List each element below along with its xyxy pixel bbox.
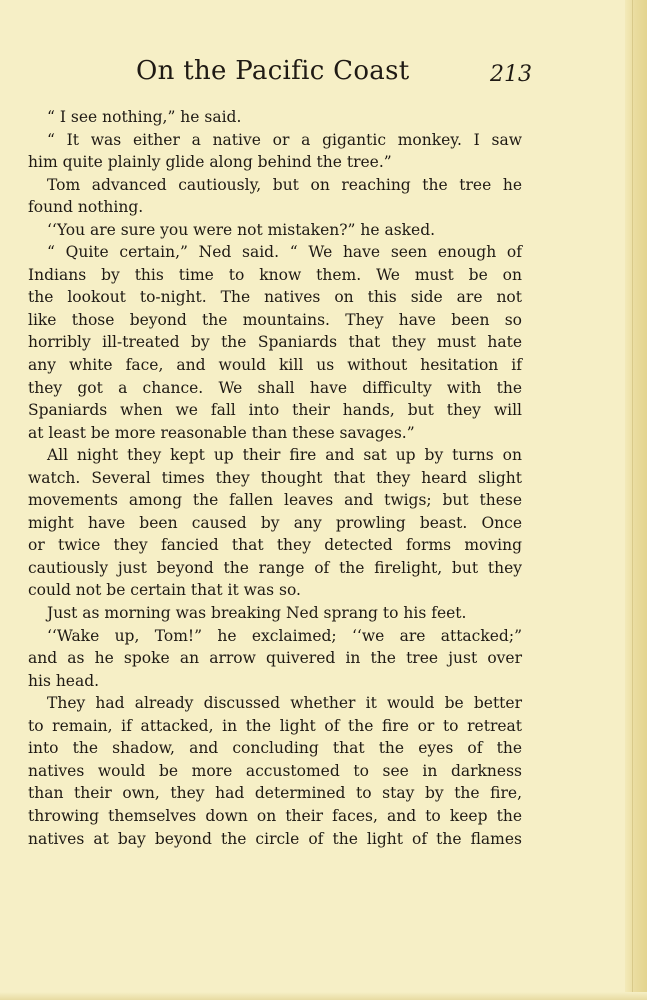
text-line: or twice they fancied that they detected forms moving [28, 536, 522, 555]
page-header [28, 56, 532, 96]
text-line: ‘‘You are sure you were not mistaken?” he asked. [47, 220, 436, 239]
text-line: like those beyond the mountains. They have been so [28, 310, 522, 329]
text-line: into the shadow, and concluding that the eyes of the [28, 739, 522, 758]
text-line: movements among the fallen leaves and twigs; but these [28, 491, 522, 510]
page-number: 213 [490, 62, 532, 87]
text-line: All night they kept up their fire and sat up by turns on [47, 446, 522, 465]
text-line: at least be more reasonable than these savages.” [28, 423, 415, 442]
text-line: him quite plainly glide along behind the tree.” [28, 153, 392, 172]
text-line: they got a chance. We shall have difficulty with the [28, 378, 522, 397]
text-line: natives at bay beyond the circle of the light of the flames [28, 829, 522, 848]
text-line: than their own, they had determined to stay by the fire, [28, 784, 522, 803]
text-line: ‘‘Wake up, Tom!” he exclaimed; ‘‘we are attacked;” [47, 626, 522, 645]
text-line: found nothing. [28, 198, 144, 217]
text-line: They had already discussed whether it would be better [47, 694, 522, 713]
bottom-shade [0, 992, 647, 1000]
text-line: Indians by this time to know them. We must be on [28, 265, 522, 284]
text-line: throwing themselves down on their faces, and to keep the [28, 806, 522, 825]
text-line: watch. Several times they thought that they heard slight [28, 468, 522, 487]
text-line: cautiously just beyond the range of the firelight, but they [28, 558, 522, 577]
text-line: to remain, if attacked, in the light of the fire or to retreat [28, 716, 522, 735]
text-line: “ Quite certain,” Ned said. “ We have seen enough of [47, 243, 522, 262]
body-text [28, 106, 522, 850]
text-line: Just as morning was breaking Ned sprang to his feet. [47, 604, 467, 623]
text-line: any white face, and would kill us without hesitation if [28, 356, 522, 375]
page-edge-line [632, 0, 633, 1000]
text-line: natives would be more accustomed to see in darkness [28, 761, 522, 780]
text-line: horribly ill-treated by the Spaniards that they must hate [28, 333, 522, 352]
text-line: Tom advanced cautiously, but on reaching the tree he [47, 175, 522, 194]
text-line: “ It was either a native or a gigantic monkey. I saw [47, 130, 522, 149]
page-edge [625, 0, 647, 1000]
text-line: his head. [28, 671, 100, 690]
text-line: “ I see nothing,” he said. [47, 108, 242, 126]
running-title: On the Pacific Coast [136, 56, 410, 86]
text-line: Spaniards when we fall into their hands, but they will [28, 401, 522, 420]
text-line: might have been caused by any prowling beast. Once [28, 513, 522, 532]
text-line: and as he spoke an arrow quivered in the tree just over [28, 649, 522, 668]
text-line: could not be certain that it was so. [28, 581, 301, 600]
text-line: the lookout to-night. The natives on this side are not [28, 288, 522, 307]
